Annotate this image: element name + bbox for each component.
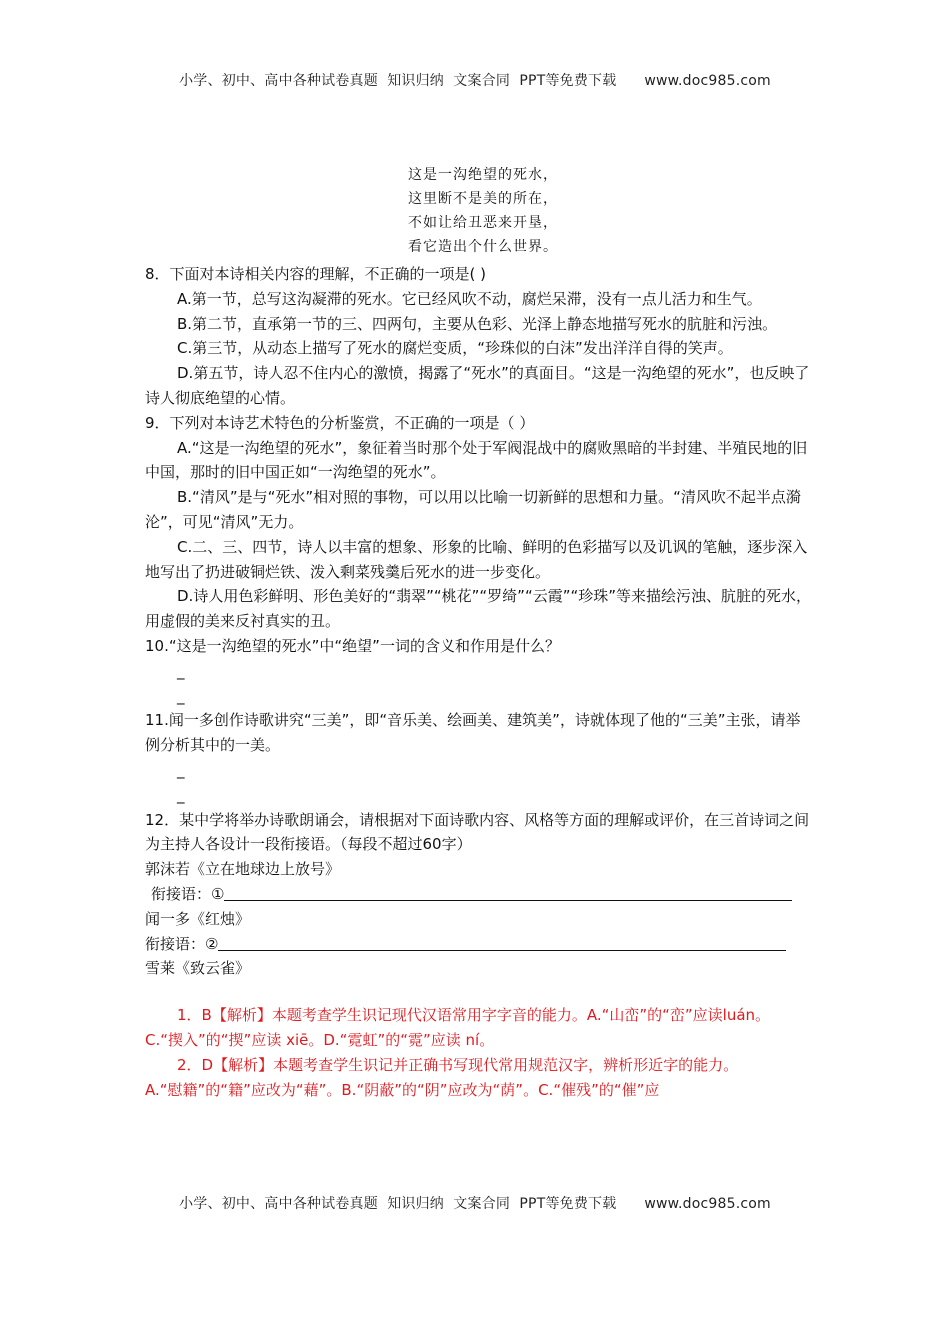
answer-2-line-2: A.“慰籍”的“籍”应改为“藉”。B.“阴蔽”的“阴”应改为“荫”。C.“催残”的“催”应 xyxy=(145,1080,660,1099)
question-12-stem: 12．某中学将举办诗歌朗诵会，请根据对下面诗歌内容、风格等方面的理解或评价，在三首诗词之间为主持人各设计一段衔接语。（每段不超过60字） xyxy=(145,810,810,854)
answer-1-line-1: 1．B【解析】本题考查学生识记现代汉语常用字字音的能力。A.“山峦”的“峦”应读luán。 xyxy=(177,1006,771,1025)
q9-option-d: D.诗人用色彩鲜明、形色美好的“翡翠”“桃花”“罗绮”“云霞”“珍珠”等来描绘污浊、肮脏的死水，用虚假的美来反衬真实的丑。 xyxy=(145,587,812,631)
q12-poem-3: 雪莱《致云雀》 xyxy=(145,959,251,978)
q12-link-1 xyxy=(145,882,815,907)
q8-option-b: B.第二节，直承第一节的三、四两句，主要从色彩、光泽上静态地描写死水的肮脏和污浊。 xyxy=(177,314,778,333)
poem-excerpt xyxy=(408,163,668,259)
link-1-label: 衔接语：① xyxy=(151,884,225,903)
page-footer: 小学、初中、高中各种试卷真题 知识归纳 文案合同 PPT等免费下载 www.doc985.com xyxy=(179,1196,771,1212)
poem-line: 看它造出个什么世界。 xyxy=(408,239,558,255)
q9-option-a: A.“这是一沟绝望的死水”，象征着当时那个处于军阀混战中的腐败黑暗的半封建、半殖民地的旧中国，那时的旧中国正如“一沟绝望的死水”。 xyxy=(145,438,808,482)
q10-answer-blank-2[interactable]: _ xyxy=(177,686,185,705)
q12-poem-1: 郭沫若《立在地球边上放号》 xyxy=(145,860,341,879)
answer-2-line-1: 2．D【解析】本题考查学生识记并正确书写现代常用规范汉字，辨析形近字的能力。 xyxy=(177,1055,739,1074)
q11-answer-blank-1[interactable]: _ xyxy=(177,760,185,779)
q9-option-c: C.二、三、四节，诗人以丰富的想象、形象的比喻、鲜明的色彩描写以及讥讽的笔触，逐步深入地写出了扔进破铜烂铁、泼入剩菜残羹后死水的进一步变化。 xyxy=(145,537,808,581)
q12-link-2 xyxy=(145,932,815,957)
q8-option-d: D.第五节，诗人忍不住内心的激愤，揭露了“死水”的真面目。“这是一沟绝望的死水”，也反映了诗人彻底绝望的心情。 xyxy=(145,364,810,407)
question-8-stem: 8．下面对本诗相关内容的理解，不正确的一项是( ) xyxy=(145,265,487,283)
link-2-answer-line[interactable] xyxy=(218,934,786,951)
q8-option-a: A.第一节，总写这沟凝滞的死水。它已经风吹不动，腐烂呆滞，没有一点儿活力和生气。 xyxy=(177,289,762,308)
answer-1-line-2: C.“揳入”的“揳”应读 xiē。D.“霓虹”的“霓”应读 ní。 xyxy=(145,1030,495,1049)
poem-line: 这里断不是美的所在， xyxy=(408,191,558,207)
poem-line: 这是一沟绝望的死水， xyxy=(408,167,558,183)
question-10-stem: 10.“这是一沟绝望的死水”中“绝望”一词的含义和作用是什么？ xyxy=(145,636,560,655)
q11-answer-blank-2[interactable]: _ xyxy=(177,785,185,804)
page-header: 小学、初中、高中各种试卷真题 知识归纳 文案合同 PPT等免费下载 www.doc985.com xyxy=(179,73,771,89)
q12-poem-2: 闻一多《红烛》 xyxy=(145,909,251,928)
link-1-answer-line[interactable] xyxy=(224,884,792,901)
poem-line: 不如让给丑恶来开垦， xyxy=(408,215,558,231)
q8-option-c: C.第三节，从动态上描写了死水的腐烂变质，“珍珠似的白沫”发出洋洋自得的笑声。 xyxy=(177,339,733,358)
question-11-stem: 11.闻一多创作诗歌讲究“三美”，即“音乐美、绘画美、建筑美”，诗就体现了他的“三美”主张，请举例分析其中的一美。 xyxy=(145,711,801,755)
link-2-label: 衔接语：② xyxy=(145,934,219,953)
question-9-stem: 9．下列对本诗艺术特色的分析鉴赏，不正确的一项是（ ） xyxy=(145,413,535,432)
q10-answer-blank-1[interactable]: _ xyxy=(177,661,185,680)
q9-option-b: B.“清风”是与“死水”相对照的事物，可以用以比喻一切新鲜的思想和力量。“清风吹不起半点漪沦”，可见“清风”无力。 xyxy=(145,488,801,531)
question-content xyxy=(145,262,815,1102)
